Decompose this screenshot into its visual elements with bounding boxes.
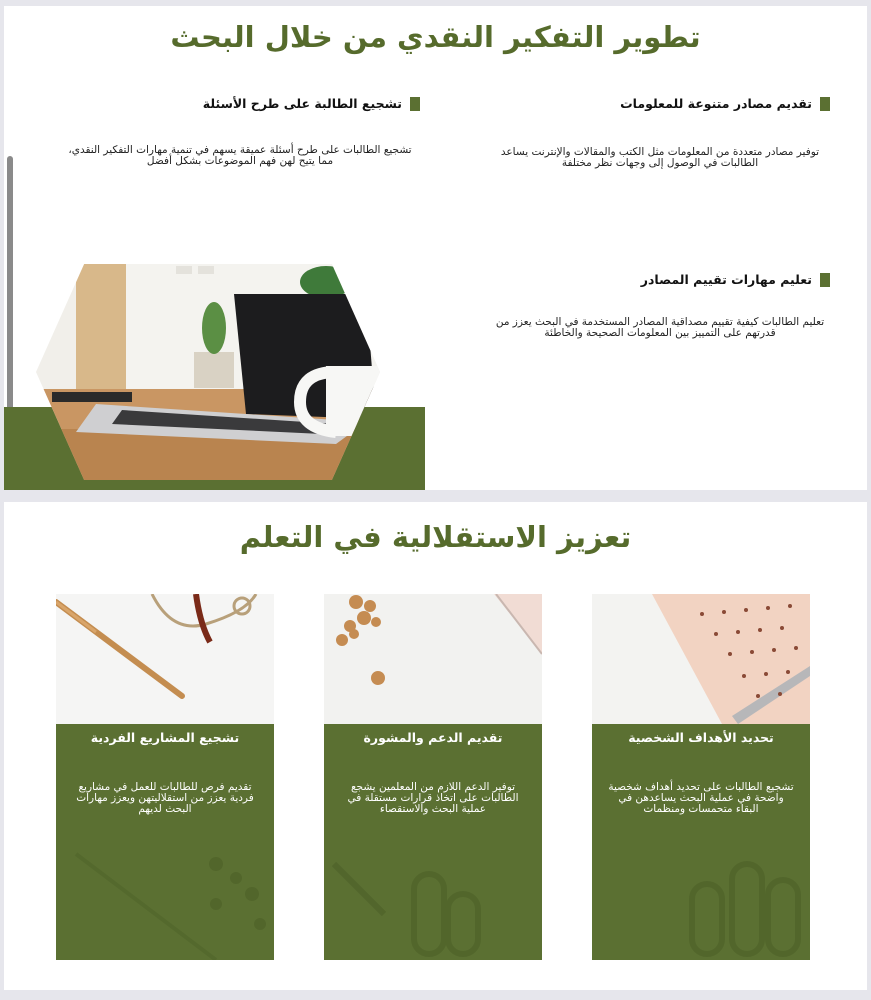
slide-independent-learning bbox=[4, 502, 867, 990]
slide-critical-thinking bbox=[4, 6, 867, 490]
paperclip-watermark-icon bbox=[592, 844, 810, 960]
notebook-photo bbox=[592, 594, 810, 724]
point-heading: تعليم مهارات تقييم المصادر bbox=[640, 272, 812, 287]
card-body: توفير الدعم اللازم من المعلمين يشجع الطالبات على اتخاذ قرارات مستقلة في عملية البحث والاستقصاء bbox=[347, 781, 519, 815]
point-body: تشجيع الطالبات على طرح أسئلة عميقة يسهم في تنمية مهارات التفكير النقدي، مما يتيح لهن فهم الموضوعات بشكل أفضل bbox=[68, 144, 412, 167]
point-evaluate-sources bbox=[490, 272, 830, 339]
square-bullet-icon bbox=[820, 273, 830, 287]
pushpin-watermark-icon bbox=[56, 844, 274, 960]
card-heading: تشجيع المشاريع الفردية bbox=[90, 730, 240, 745]
point-diverse-sources bbox=[490, 96, 830, 169]
point-heading: تقديم مصادر متنوعة للمعلومات bbox=[620, 96, 812, 111]
notebook-photo-illustration bbox=[592, 594, 810, 724]
pen-glasses-photo-illustration bbox=[56, 594, 274, 724]
card-heading: تحديد الأهداف الشخصية bbox=[628, 730, 774, 745]
pushpins-photo-illustration bbox=[324, 594, 542, 724]
pushpins-photo bbox=[324, 594, 542, 724]
card-support-advice bbox=[324, 594, 542, 960]
point-heading-row bbox=[60, 96, 420, 111]
pen-glasses-photo bbox=[56, 594, 274, 724]
card-body: تقديم فرص للطالبات للعمل في مشاريع فردية يعزز من استقلاليتهن ويعزز مهارات البحث لديهم bbox=[76, 781, 254, 815]
point-heading-row bbox=[490, 272, 830, 287]
slide-title: تعزيز الاستقلالية في التعلم bbox=[239, 520, 632, 554]
card-individual-projects bbox=[56, 594, 274, 960]
card-personal-goals bbox=[592, 594, 810, 960]
point-heading-row bbox=[490, 96, 830, 111]
laptop-photo-illustration bbox=[36, 264, 380, 480]
point-encourage-questions bbox=[60, 96, 420, 167]
point-body: تعليم الطالبات كيفية تقييم مصداقية المصادر المستخدمة في البحث يعزز من قدرتهم على التمييز بين المعلومات الصحيحة والخاطئة bbox=[495, 316, 825, 339]
square-bullet-icon bbox=[820, 97, 830, 111]
point-heading: تشجيع الطالبة على طرح الأسئلة bbox=[202, 96, 402, 111]
laptop-photo bbox=[36, 264, 380, 480]
card-heading: تقديم الدعم والمشورة bbox=[363, 730, 503, 745]
slide-title: تطوير التفكير النقدي من خلال البحث bbox=[170, 20, 701, 54]
point-body: توفير مصادر متعددة من المعلومات مثل الكتب والمقالات والإنترنت يساعد الطالبات في الوصول إلى وجهات نظر مختلفة bbox=[500, 146, 820, 169]
binder-clip-watermark-icon bbox=[324, 844, 542, 960]
card-body: تشجيع الطالبات على تحديد أهداف شخصية واضحة في عملية البحث يساعدهن في البقاء متحمسات ومنظمات bbox=[608, 781, 794, 815]
square-bullet-icon bbox=[410, 97, 420, 111]
vertical-scrollbar[interactable] bbox=[7, 156, 13, 446]
